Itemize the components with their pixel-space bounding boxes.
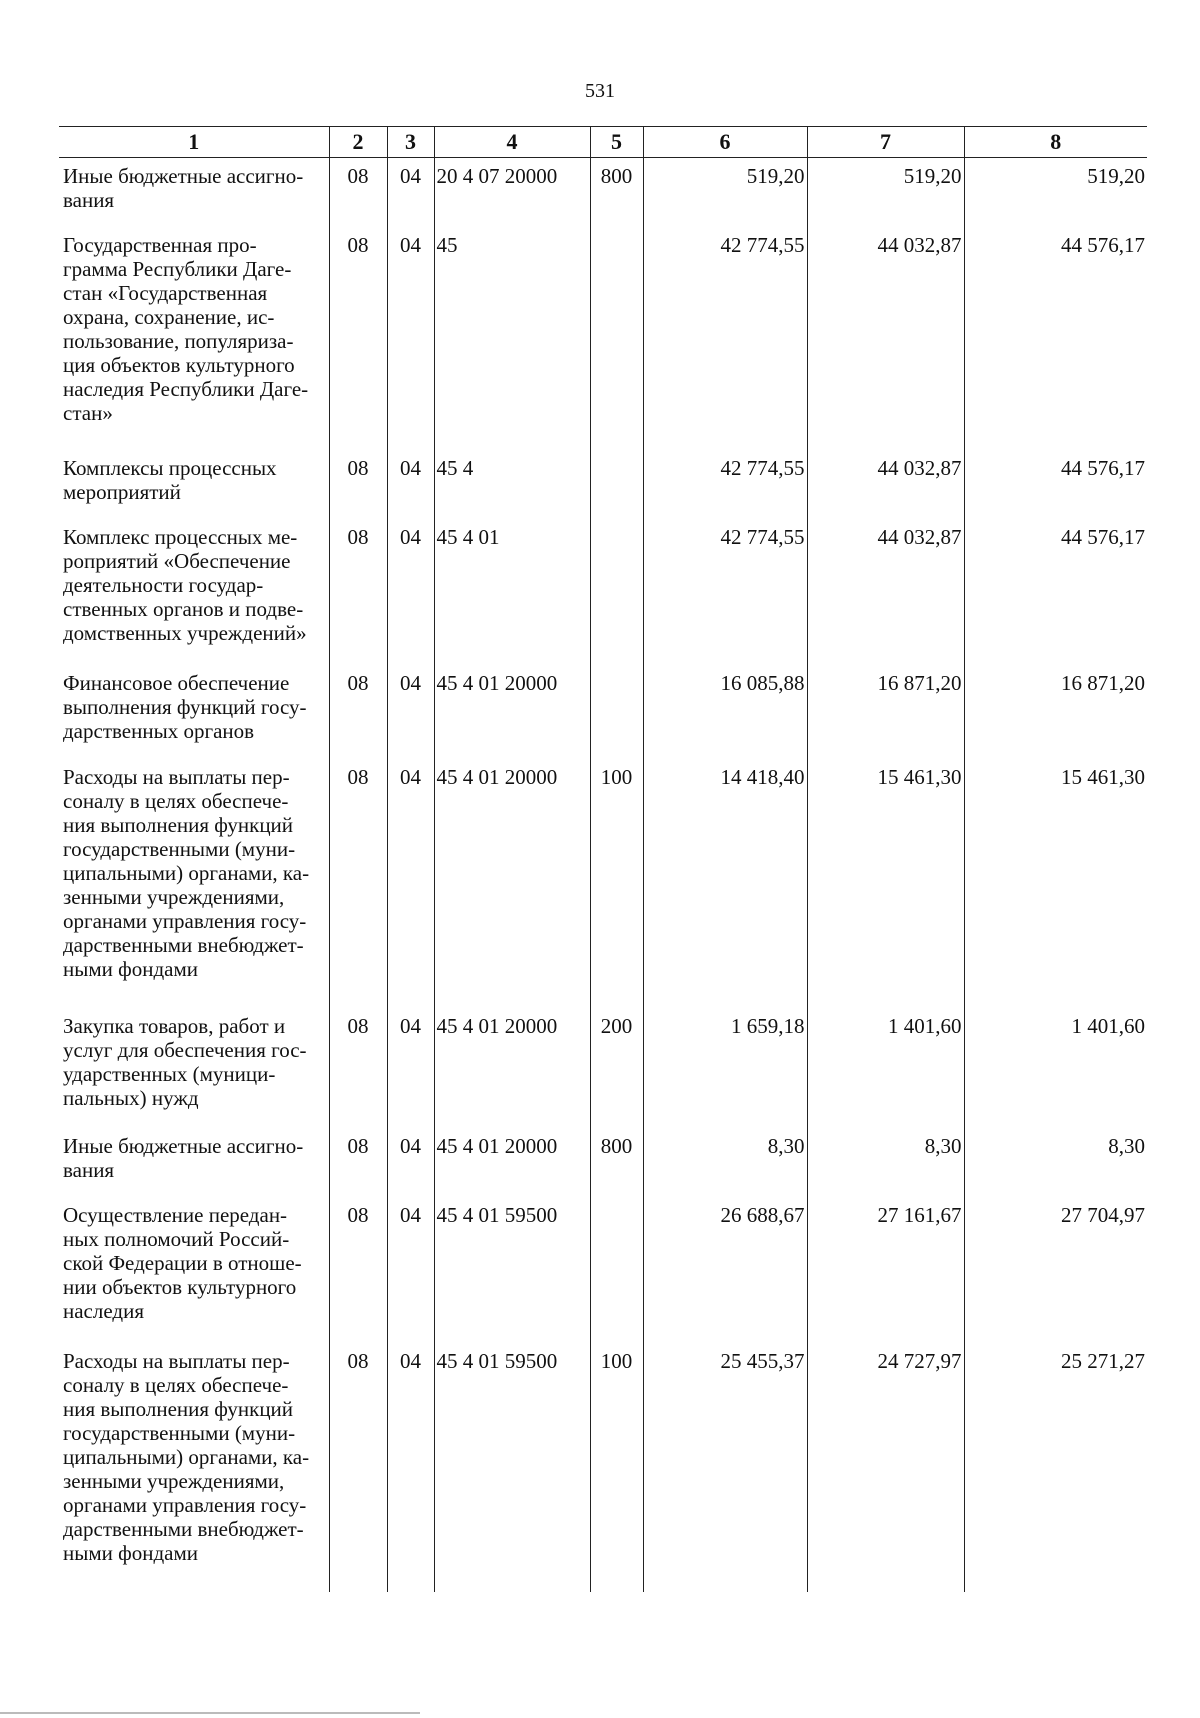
amount-col7-cell: 16 871,20 <box>807 665 964 759</box>
target-article-cell: 45 4 01 20000 <box>434 665 590 759</box>
amount-col8-cell: 16 871,20 <box>964 665 1147 759</box>
item-name-line: зенными учреждениями, <box>63 1468 285 1493</box>
item-name-cell <box>59 158 329 227</box>
amount-col8-cell: 519,20 <box>964 158 1147 227</box>
subsection-code-cell: 04 <box>387 1008 434 1128</box>
item-name-line: пальных) нужд <box>63 1086 199 1111</box>
header-row <box>59 127 1147 158</box>
item-name-cell <box>59 450 329 519</box>
item-name-cell <box>59 1008 329 1128</box>
subsection-code-cell: 04 <box>387 519 434 665</box>
item-name-line: ской Федерации в отноше- <box>63 1250 302 1275</box>
item-name-line: деятельности государ- <box>63 572 264 597</box>
amount-col6-cell: 1 659,18 <box>643 1008 807 1128</box>
item-name-line: ципальными) органами, ка- <box>63 1444 310 1469</box>
item-name-cell <box>59 227 329 450</box>
item-name-line: наследия Республики Даге- <box>63 376 309 401</box>
section-code-cell: 08 <box>329 1197 387 1343</box>
target-article-cell: 20 4 07 20000 <box>434 158 590 227</box>
subsection-code-cell: 04 <box>387 1128 434 1197</box>
item-name-line: роприятий «Обеспечение <box>63 548 291 573</box>
item-name-line: государственными (муни- <box>63 1420 296 1445</box>
column-header: 2 <box>329 127 387 158</box>
expense-type-cell: 100 <box>590 1343 643 1592</box>
column-header: 4 <box>434 127 590 158</box>
column-header: 1 <box>59 127 329 158</box>
table-row <box>59 1343 1147 1592</box>
amount-col7-cell: 1 401,60 <box>807 1008 964 1128</box>
subsection-code-cell: 04 <box>387 759 434 1008</box>
expense-type-cell <box>590 227 643 450</box>
amount-col7-cell: 8,30 <box>807 1128 964 1197</box>
item-name-line: вания <box>63 188 115 212</box>
table-row <box>59 1008 1147 1128</box>
item-name-line: соналу в целях обеспече- <box>63 1372 289 1397</box>
item-name-cell <box>59 1343 329 1592</box>
item-name-line: Закупка товаров, работ и <box>63 1014 286 1039</box>
amount-col8-cell: 15 461,30 <box>964 759 1147 1008</box>
amount-col8-cell: 1 401,60 <box>964 1008 1147 1128</box>
amount-col8-cell: 44 576,17 <box>964 227 1147 450</box>
target-article-cell: 45 4 01 59500 <box>434 1197 590 1343</box>
item-name-line: грамма Республики Даге- <box>63 256 292 281</box>
table-row <box>59 450 1147 519</box>
item-name-line: Комплекс процессных ме- <box>63 524 298 549</box>
table-row <box>59 227 1147 450</box>
subsection-code-cell: 04 <box>387 1343 434 1592</box>
amount-col8-cell: 44 576,17 <box>964 450 1147 519</box>
column-header: 3 <box>387 127 434 158</box>
item-name-line: Государственная про- <box>63 232 257 257</box>
scan-edge-line <box>0 1712 420 1714</box>
subsection-code-cell: 04 <box>387 665 434 759</box>
amount-col7-cell: 44 032,87 <box>807 519 964 665</box>
amount-col8-cell: 27 704,97 <box>964 1197 1147 1343</box>
expense-type-cell: 100 <box>590 759 643 1008</box>
item-name-line: выполнения функций госу- <box>63 694 307 719</box>
amount-col6-cell: 14 418,40 <box>643 759 807 1008</box>
item-name-line: органами управления госу- <box>63 1492 307 1517</box>
item-name-line: соналу в целях обеспече- <box>63 789 289 814</box>
subsection-code-cell: 04 <box>387 450 434 519</box>
item-name-line: государственными (муни- <box>63 837 296 862</box>
item-name-cell <box>59 519 329 665</box>
table-row <box>59 759 1147 1008</box>
item-name-cell <box>59 1128 329 1197</box>
expense-type-cell: 800 <box>590 1128 643 1197</box>
expense-type-cell <box>590 1197 643 1343</box>
item-name-line: ния выполнения функций <box>63 813 294 838</box>
item-name-line: ными фондами <box>63 1540 199 1565</box>
subsection-code-cell: 04 <box>387 227 434 450</box>
target-article-cell: 45 4 01 59500 <box>434 1343 590 1592</box>
amount-col7-cell: 15 461,30 <box>807 759 964 1008</box>
item-name-line: Иные бюджетные ассигно- <box>63 1134 304 1159</box>
section-code-cell: 08 <box>329 227 387 450</box>
page-number: 531 <box>585 80 615 102</box>
item-name-line: ципальными) органами, ка- <box>63 861 310 886</box>
item-name-line: зенными учреждениями, <box>63 885 285 910</box>
section-code-cell: 08 <box>329 1008 387 1128</box>
amount-col6-cell: 42 774,55 <box>643 227 807 450</box>
item-name-line: услуг для обеспечения гос- <box>63 1038 307 1063</box>
amount-col6-cell: 519,20 <box>643 158 807 227</box>
item-name-line: ственных органов и подве- <box>63 596 304 621</box>
item-name-line: мероприятий <box>63 479 181 504</box>
item-name-line: дарственными внебюджет- <box>63 933 304 958</box>
amount-col7-cell: 44 032,87 <box>807 227 964 450</box>
item-name-line: Расходы на выплаты пер- <box>63 765 290 790</box>
subsection-code-cell: 04 <box>387 158 434 227</box>
target-article-cell: 45 4 01 20000 <box>434 1008 590 1128</box>
section-code-cell: 08 <box>329 1343 387 1592</box>
item-name-line: дарственными внебюджет- <box>63 1516 304 1541</box>
amount-col7-cell: 519,20 <box>807 158 964 227</box>
item-name-line: нии объектов культурного <box>63 1274 297 1299</box>
section-code-cell: 08 <box>329 665 387 759</box>
expense-type-cell: 800 <box>590 158 643 227</box>
item-name-line: Осуществление передан- <box>63 1202 288 1227</box>
item-name-line: вания <box>63 1158 115 1183</box>
table-row <box>59 158 1147 227</box>
amount-col6-cell: 16 085,88 <box>643 665 807 759</box>
amount-col6-cell: 42 774,55 <box>643 519 807 665</box>
item-name-line: ных полномочий Россий- <box>63 1226 290 1251</box>
target-article-cell: 45 4 01 <box>434 519 590 665</box>
item-name-line: домственных учреждений» <box>63 620 307 645</box>
section-code-cell: 08 <box>329 759 387 1008</box>
section-code-cell: 08 <box>329 519 387 665</box>
item-name-line: наследия <box>63 1298 144 1323</box>
budget-table <box>59 126 1147 1592</box>
expense-type-cell <box>590 519 643 665</box>
item-name-line: пользование, популяриза- <box>63 328 294 353</box>
amount-col6-cell: 8,30 <box>643 1128 807 1197</box>
item-name-line: Комплексы процессных <box>63 455 277 480</box>
section-code-cell: 08 <box>329 450 387 519</box>
target-article-cell: 45 4 01 20000 <box>434 1128 590 1197</box>
item-name-line: Расходы на выплаты пер- <box>63 1348 290 1373</box>
table-row <box>59 1197 1147 1343</box>
section-code-cell: 08 <box>329 158 387 227</box>
amount-col8-cell: 44 576,17 <box>964 519 1147 665</box>
column-header: 6 <box>643 127 807 158</box>
item-name-cell <box>59 759 329 1008</box>
amount-col8-cell: 25 271,27 <box>964 1343 1147 1592</box>
column-header: 7 <box>807 127 964 158</box>
item-name-line: органами управления госу- <box>63 909 307 934</box>
amount-col6-cell: 26 688,67 <box>643 1197 807 1343</box>
amount-col8-cell: 8,30 <box>964 1128 1147 1197</box>
target-article-cell: 45 4 <box>434 450 590 519</box>
amount-col6-cell: 25 455,37 <box>643 1343 807 1592</box>
amount-col7-cell: 44 032,87 <box>807 450 964 519</box>
item-name-line: Финансовое обеспечение <box>63 670 290 695</box>
table-row <box>59 1128 1147 1197</box>
item-name-line: ными фондами <box>63 957 199 982</box>
amount-col7-cell: 24 727,97 <box>807 1343 964 1592</box>
amount-col7-cell: 27 161,67 <box>807 1197 964 1343</box>
expense-type-cell: 200 <box>590 1008 643 1128</box>
expense-type-cell <box>590 665 643 759</box>
item-name-line: ция объектов культурного <box>63 352 295 377</box>
section-code-cell: 08 <box>329 1128 387 1197</box>
table-row <box>59 665 1147 759</box>
amount-col6-cell: 42 774,55 <box>643 450 807 519</box>
item-name-line: охрана, сохранение, ис- <box>63 304 275 329</box>
target-article-cell: 45 <box>434 227 590 450</box>
item-name-cell <box>59 1197 329 1343</box>
column-header: 8 <box>964 127 1147 158</box>
column-header: 5 <box>590 127 643 158</box>
item-name-cell <box>59 665 329 759</box>
subsection-code-cell: 04 <box>387 1197 434 1343</box>
item-name-line: дарственных органов <box>63 718 255 743</box>
target-article-cell: 45 4 01 20000 <box>434 759 590 1008</box>
table-row <box>59 519 1147 665</box>
item-name-line: стан «Государственная <box>63 280 268 305</box>
expense-type-cell <box>590 450 643 519</box>
item-name-line: Иные бюджетные ассигно- <box>63 164 304 188</box>
item-name-line: стан» <box>63 400 113 425</box>
item-name-line: ния выполнения функций <box>63 1396 294 1421</box>
item-name-line: ударственных (муници- <box>63 1062 276 1087</box>
